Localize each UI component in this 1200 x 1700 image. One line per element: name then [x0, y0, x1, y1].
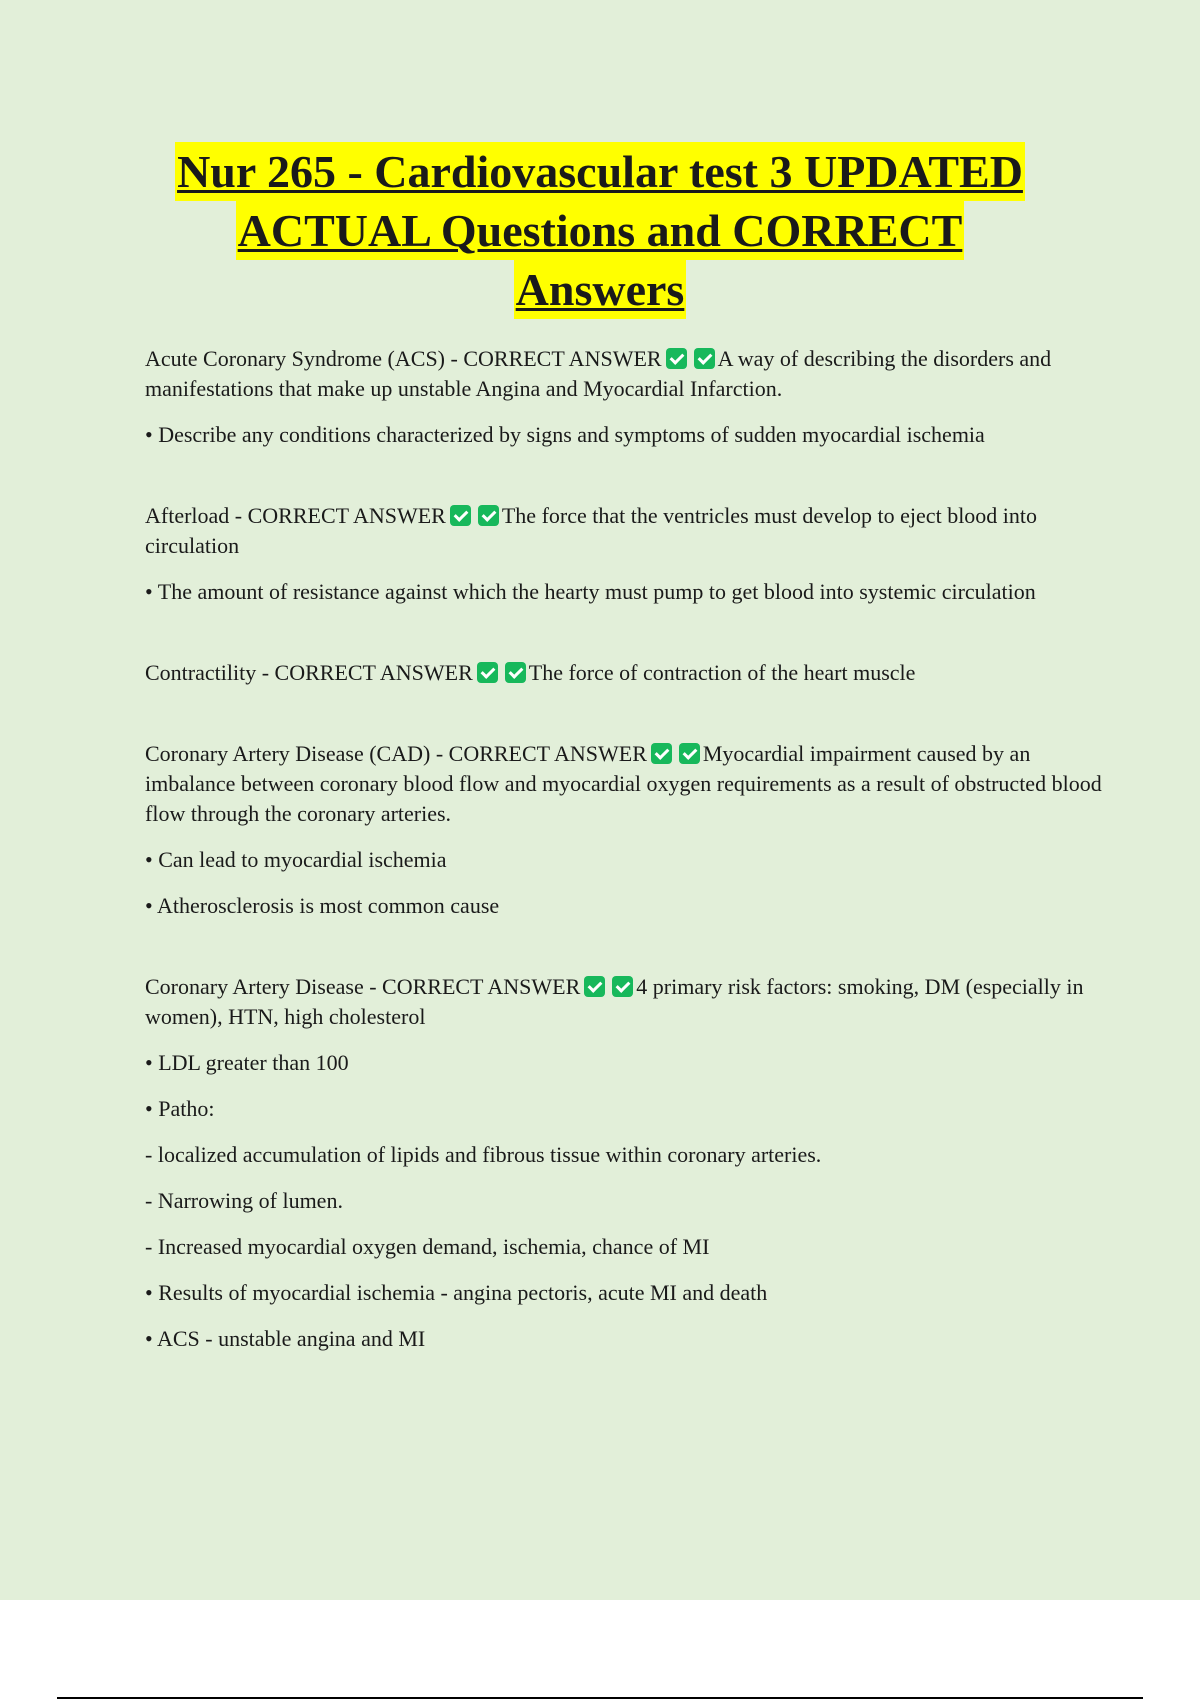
- entry-definition: The force of contraction of the heart muscle: [528, 660, 916, 685]
- check-mark-icon: [666, 348, 687, 369]
- entry-definition: A way of describing the disorders and manifestations that make up unstable Angina and Myocardial Infarction.: [145, 346, 1052, 401]
- entry-term: Afterload - CORRECT ANSWER: [145, 503, 446, 528]
- entry-definition: The force that the ventricles must develop to eject blood into circulation: [145, 503, 1038, 558]
- qa-entry: [145, 739, 1105, 921]
- entry-answer: [145, 739, 1105, 829]
- entry-note: • Patho:: [145, 1096, 215, 1121]
- qa-entry: [145, 972, 1105, 1354]
- qa-list: [145, 344, 1105, 1405]
- entry-note: • LDL greater than 100: [145, 1050, 349, 1075]
- qa-entry: [145, 344, 1105, 450]
- entry-note: • Atherosclerosis is most common cause: [145, 893, 500, 918]
- qa-entry: [145, 658, 1105, 688]
- entry-answer: [145, 344, 1105, 404]
- entry-term: Acute Coronary Syndrome (ACS) - CORRECT ANSWER: [145, 346, 662, 371]
- entry-term: Coronary Artery Disease - CORRECT ANSWER: [145, 974, 581, 999]
- entry-definition: 4 primary risk factors: smoking, DM (especially in women), HTN, high cholesterol: [145, 974, 1084, 1029]
- check-mark-icon: [450, 505, 471, 526]
- title-line: Answers: [514, 260, 687, 319]
- entry-answer: [145, 658, 1105, 688]
- check-mark-icon: [477, 662, 498, 683]
- entry-answer: [145, 972, 1105, 1032]
- check-mark-icon: [478, 505, 499, 526]
- entry-note: - Increased myocardial oxygen demand, ischemia, chance of MI: [145, 1234, 710, 1259]
- entry-note: - Narrowing of lumen.: [145, 1188, 343, 1213]
- document-title: [100, 142, 1100, 319]
- entry-term: Coronary Artery Disease (CAD) - CORRECT ANSWER: [145, 741, 647, 766]
- title-line: ACTUAL Questions and CORRECT: [236, 201, 965, 260]
- entry-note: - localized accumulation of lipids and fibrous tissue within coronary arteries.: [145, 1142, 822, 1167]
- entry-definition: Myocardial impairment caused by an imbalance between coronary blood flow and myocardial oxygen requirements as a result of obstructed blood flow through the coronary arteries.: [145, 741, 1102, 826]
- entry-note: • ACS - unstable angina and MI: [145, 1326, 426, 1351]
- entry-note: • Can lead to myocardial ischemia: [145, 847, 447, 872]
- entry-note: • Results of myocardial ischemia - angina pectoris, acute MI and death: [145, 1280, 768, 1305]
- check-mark-icon: [694, 348, 715, 369]
- entry-note: • Describe any conditions characterized by signs and symptoms of sudden myocardial ischemia: [145, 422, 985, 447]
- title-line: Nur 265 - Cardiovascular test 3 UPDATED: [175, 142, 1025, 201]
- entry-answer: [145, 501, 1105, 561]
- check-mark-icon: [505, 662, 526, 683]
- entry-term: Contractility - CORRECT ANSWER: [145, 660, 473, 685]
- check-mark-icon: [651, 743, 672, 764]
- footer-divider: [57, 1697, 1143, 1699]
- check-mark-icon: [612, 976, 633, 997]
- qa-entry: [145, 501, 1105, 607]
- check-mark-icon: [584, 976, 605, 997]
- check-mark-icon: [679, 743, 700, 764]
- entry-note: • The amount of resistance against which the hearty must pump to get blood into systemic circulation: [145, 579, 1036, 604]
